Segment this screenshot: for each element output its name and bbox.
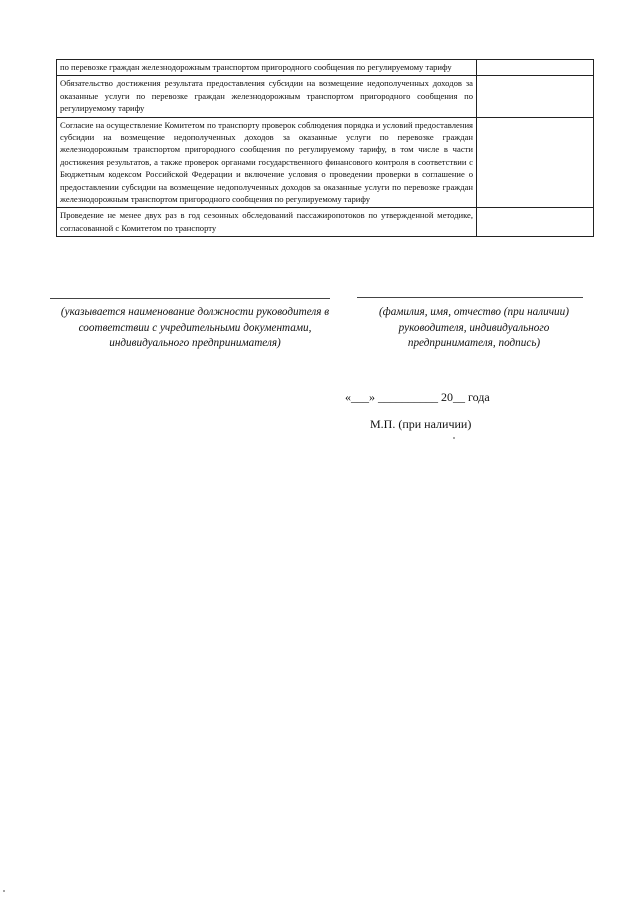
- row-text: Проведение не менее двух раз в год сезонных обследований пассажиропотоков по утвержденной методике, согласованной с Комитетом по транспорту: [57, 208, 477, 237]
- row-mark-cell: [477, 208, 594, 237]
- table-row: [57, 117, 594, 208]
- table-row: [57, 60, 594, 76]
- stamp-placeholder: М.П. (при наличии): [370, 417, 472, 431]
- commitments-table: [56, 59, 594, 237]
- row-mark-cell: [477, 60, 594, 76]
- position-signature-line: [50, 298, 330, 299]
- row-text: Обязательство достижения результата предоставления субсидии на возмещение недополученных доходов за оказанные услуги по перевозке граждан железнодорожным транспортом пригородного сообщения по регулируемому тарифу: [57, 76, 477, 117]
- position-caption: (указывается наименование должности руководителя в соответствии с учредительными документами, индивидуального предпринимателя): [60, 306, 330, 349]
- name-signature-line: [357, 297, 583, 298]
- table-row: [57, 76, 594, 117]
- name-caption: (фамилия, имя, отчество (при наличии) руководителя, индивидуального предпринимателя, подпись): [379, 306, 569, 349]
- row-text: Согласие на осуществление Комитетом по транспорту проверок соблюдения порядка и условий предоставления субсидии на возмещение недополученных доходов за оказанные услуги по перевозке граждан железнодорожным транспортом пригородного сообщения по регулируемому тарифу, в том числе в части достижения результатов, а также проверок органами государственного финансового контроля в соответствии с Бюджетным кодексом Российской Федерации и включение условия о проведении проверки в соглашение о предоставлении субсидии на возмещение недополученных доходов за оказанные услуги по перевозке граждан железнодорожным транспортом пригородного сообщения по регулируемому тарифу: [57, 117, 477, 208]
- scan-speck: [3, 890, 5, 892]
- row-mark-cell: [477, 117, 594, 208]
- date-line: «___» __________ 20__ года: [345, 390, 490, 404]
- row-text: по перевозке граждан железнодорожным транспортом пригородного сообщения по регулируемому тарифу: [57, 60, 477, 76]
- table-row: [57, 208, 594, 237]
- row-mark-cell: [477, 76, 594, 117]
- scan-speck: [453, 437, 455, 439]
